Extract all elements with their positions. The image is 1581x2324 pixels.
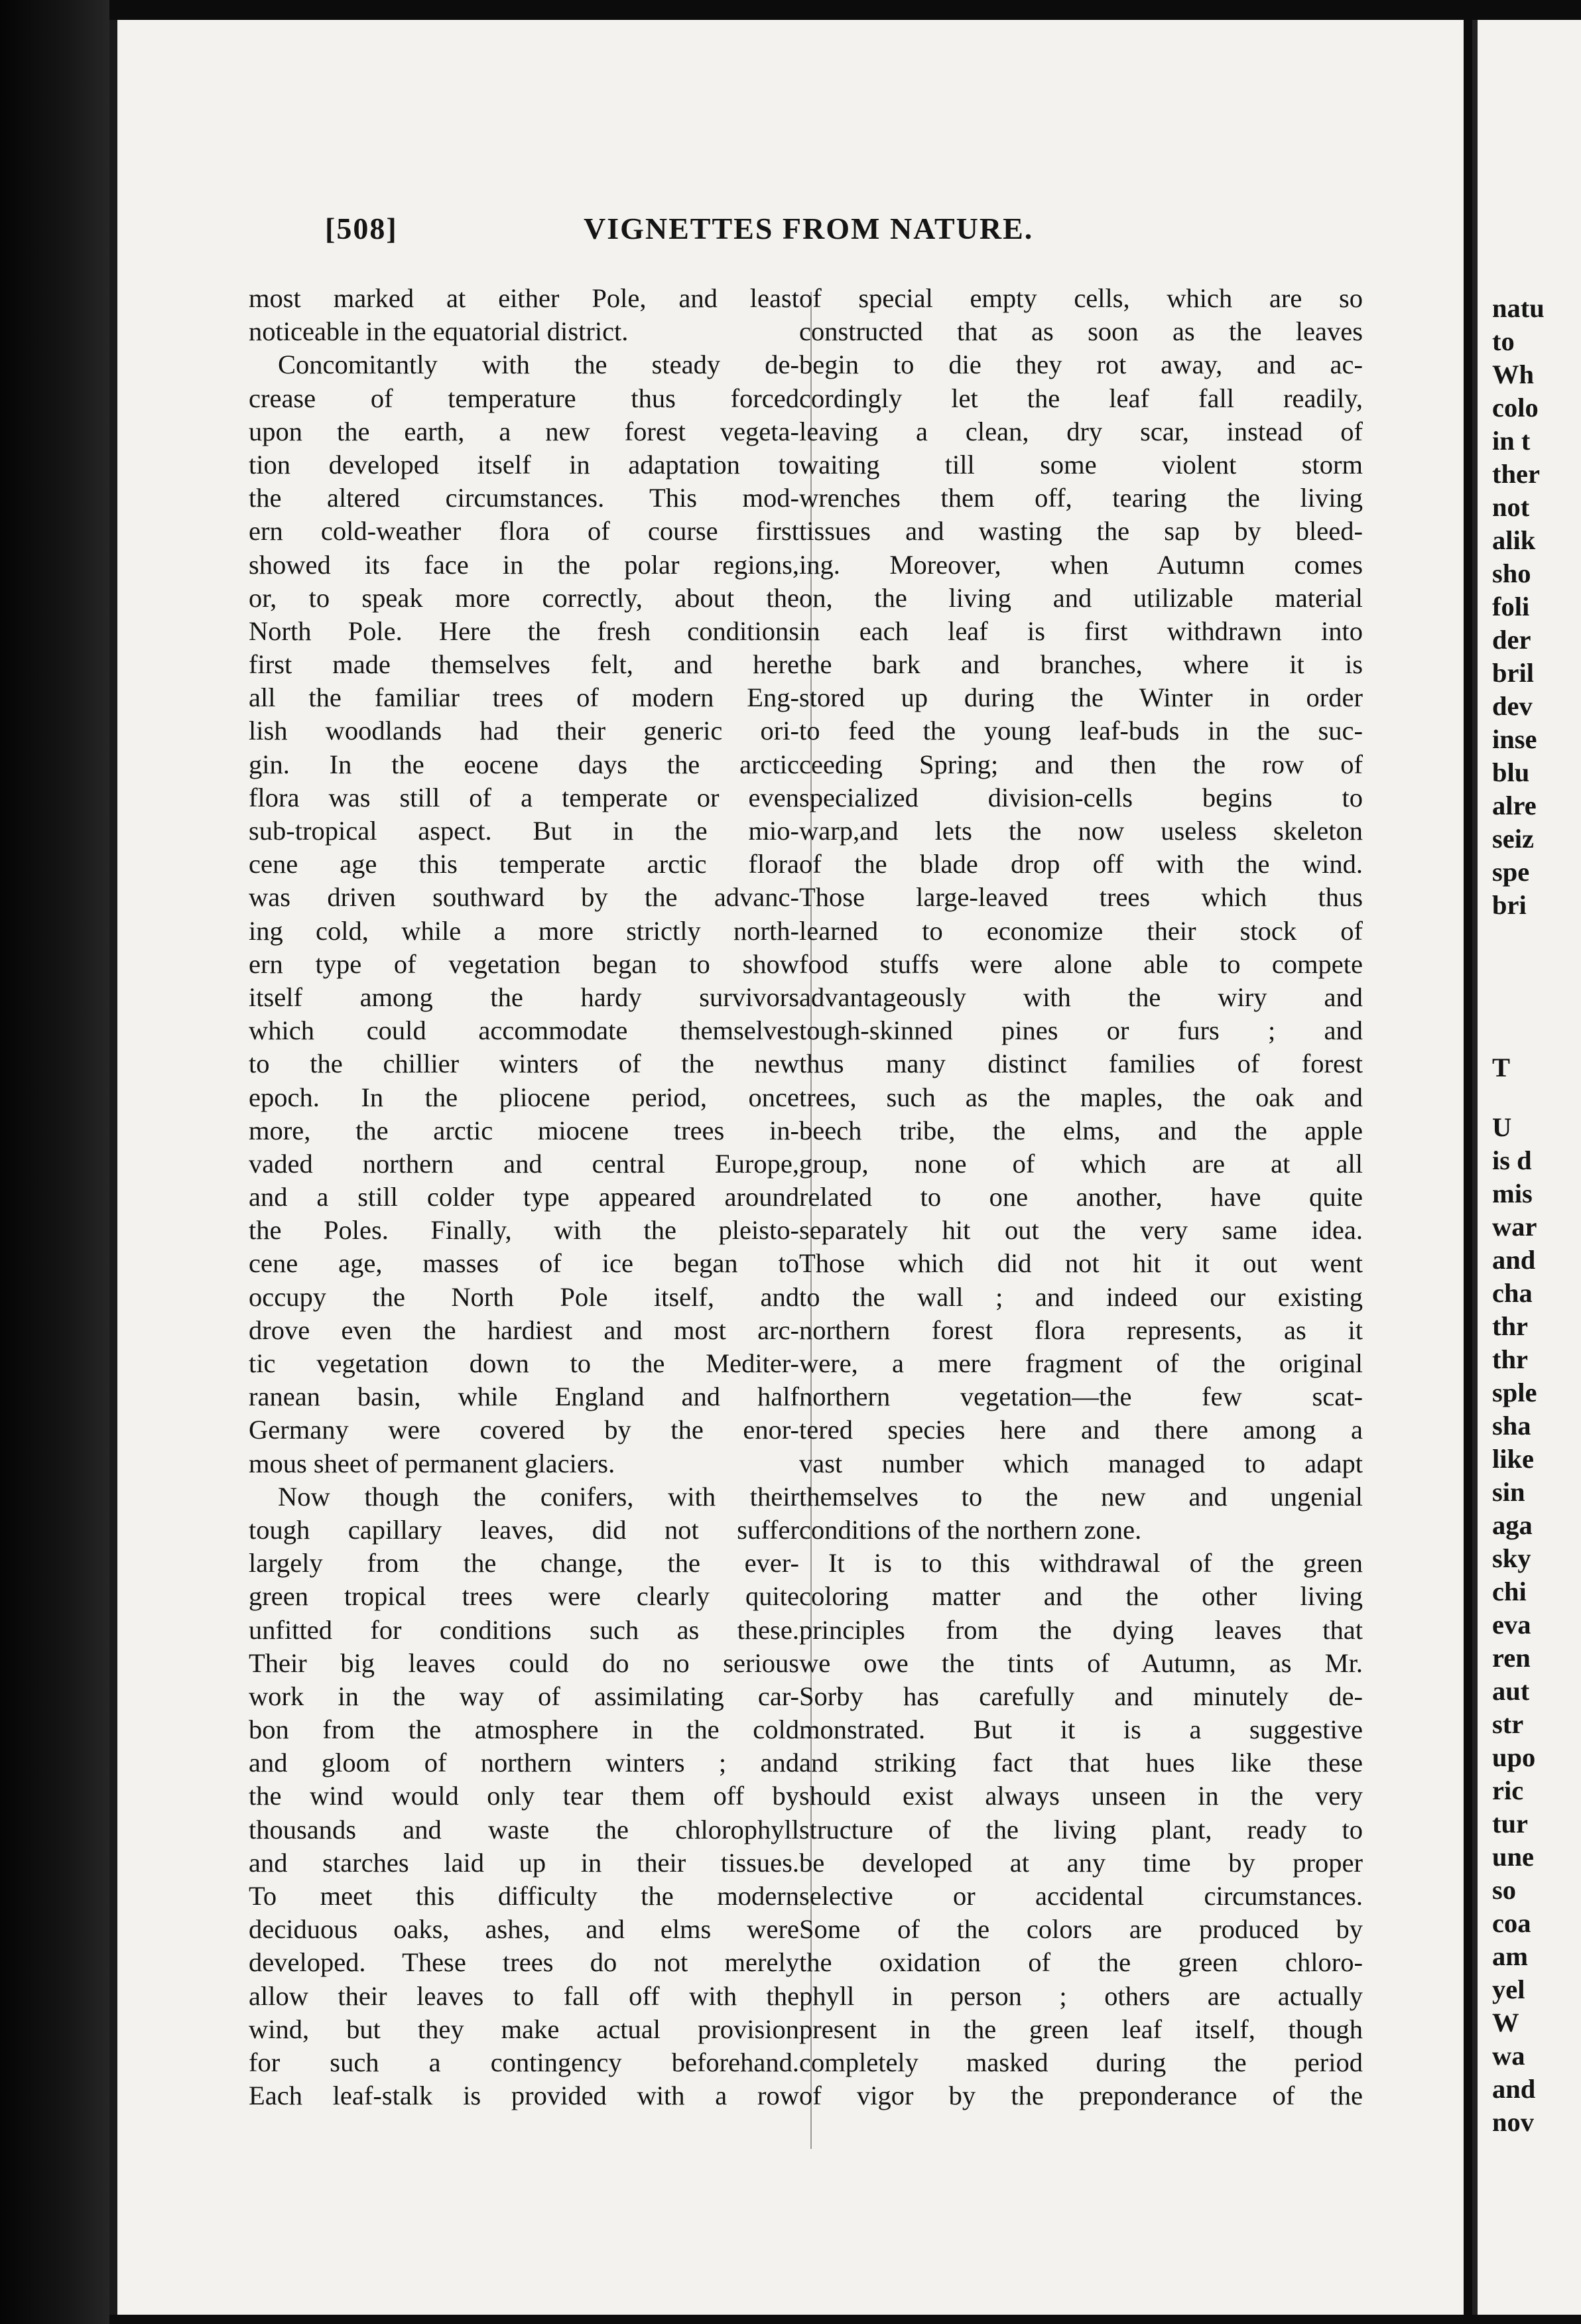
text-line: showed its face in the polar regions,: [249, 549, 799, 580]
text-line: trees, such as the maples, the oak and: [799, 1082, 1363, 1112]
text-line: separately hit out the very same idea.: [799, 1215, 1363, 1246]
text-line: specialized division-cells begins to: [799, 782, 1363, 812]
text-line: themselves to the new and ungenial: [799, 1481, 1363, 1512]
running-title: VIGNETTES FROM NATURE.: [584, 212, 1034, 245]
text-line: North Pole. Here the fresh conditions: [249, 615, 799, 646]
facing-page-fragment: eva: [1492, 1610, 1531, 1640]
text-line: vaded northern and central Europe,: [249, 1148, 799, 1179]
text-line: northern forest flora represents, as it: [799, 1315, 1363, 1345]
text-line: cene age this temperate arctic flora: [249, 849, 799, 879]
facing-page-fragment: ric: [1492, 1775, 1524, 1805]
text-line: Each leaf-stalk is provided with a row: [249, 2081, 799, 2111]
facing-page-fragment: cha: [1492, 1278, 1533, 1308]
facing-page-fragment: der: [1492, 625, 1531, 655]
text-line: Those which did not hit it out went: [799, 1248, 1363, 1279]
facing-page-fragment: une: [1492, 1842, 1535, 1872]
text-line: phyll in person ; others are actually: [799, 1980, 1363, 2011]
text-line: lish woodlands had their generic ori-: [249, 716, 799, 746]
facing-page-fragment: foli: [1492, 592, 1530, 621]
text-line: the oxidation of the green chloro-: [799, 1947, 1363, 1978]
text-line: tough-skinned pines or furs ; and: [799, 1015, 1363, 1046]
text-line: or, to speak more correctly, about the: [249, 582, 799, 613]
text-line: upon the earth, a new forest vegeta-: [249, 416, 799, 446]
text-line: It is to this withdrawal of the green: [828, 1548, 1363, 1579]
text-line: ing cold, while a more strictly north-: [249, 915, 799, 946]
text-line: all the familiar trees of modern Eng-: [249, 682, 799, 713]
facing-page-fragment: ren: [1492, 1643, 1531, 1673]
text-line: Concomitantly with the steady de-: [278, 350, 799, 380]
text-line: of special empty cells, which are so: [799, 283, 1363, 313]
facing-page-fragment: sple: [1492, 1378, 1537, 1407]
facing-page-fragment: sin: [1492, 1477, 1525, 1507]
text-line: Sorby has carefully and minutely de-: [799, 1681, 1363, 1711]
text-line: to the wall ; and indeed our existing: [799, 1281, 1363, 1312]
facing-page-fragment: so: [1492, 1875, 1517, 1905]
text-line: epoch. In the pliocene period, once: [249, 1082, 799, 1112]
facing-page-fragment: W: [1492, 2008, 1519, 2037]
text-line: Now though the conifers, with their: [278, 1481, 799, 1512]
facing-page-fragment: bri: [1492, 890, 1527, 920]
facing-page-fragment: nov: [1492, 2107, 1535, 2137]
text-line: Their big leaves could do no serious: [249, 1647, 799, 1678]
facing-page-fragment: war: [1492, 1212, 1537, 1242]
text-line: ceeding Spring; and then the row of: [799, 749, 1363, 779]
text-line: cene age, masses of ice began to: [249, 1248, 799, 1279]
text-line: be developed at any time by proper: [799, 1847, 1363, 1878]
text-line: noticeable in the equatorial district.: [249, 316, 629, 347]
facing-page-fragment: yel: [1492, 1974, 1525, 2004]
text-line: green tropical trees were clearly quite: [249, 1581, 799, 1612]
text-line: learned to economize their stock of: [799, 915, 1363, 946]
facing-page-fragment: thr: [1492, 1311, 1528, 1341]
text-line: for such a contingency beforehand.: [249, 2047, 799, 2077]
facing-page-fragment: str: [1492, 1709, 1524, 1739]
text-line: gin. In the eocene days the arctic: [249, 749, 799, 779]
text-line: mous sheet of permanent glaciers.: [249, 1448, 615, 1478]
facing-page-fragment: dev: [1492, 691, 1533, 721]
facing-page-edge: [1472, 20, 1581, 2315]
text-line: related to one another, have quite: [799, 1182, 1363, 1212]
facing-page-fragment: and: [1492, 2074, 1536, 2104]
facing-page-fragment: is d: [1492, 1145, 1532, 1175]
text-line: wind, but they make actual provision: [249, 2014, 799, 2044]
facing-page-fragment: Wh: [1492, 359, 1535, 389]
text-line: vast number which managed to adapt: [799, 1448, 1363, 1478]
facing-page-fragment: colo: [1492, 393, 1539, 422]
facing-page-fragment: tur: [1492, 1809, 1528, 1839]
text-line: most marked at either Pole, and least: [249, 283, 799, 313]
text-line: were, a mere fragment of the original: [799, 1348, 1363, 1378]
text-line: itself among the hardy survivors: [249, 982, 799, 1012]
text-line: ranean basin, while England and half: [249, 1382, 799, 1412]
text-line: waiting till some violent storm: [799, 449, 1363, 480]
text-line: occupy the North Pole itself, and: [249, 1281, 799, 1312]
text-line: the bark and branches, where it is: [799, 649, 1363, 680]
facing-page-fragment: spe: [1492, 857, 1530, 887]
text-line: tic vegetation down to the Mediter-: [249, 1348, 799, 1378]
text-line: unfitted for conditions such as these.: [249, 1614, 799, 1645]
text-line: group, none of which are at all: [799, 1148, 1363, 1179]
text-line: on, the living and utilizable material: [799, 582, 1363, 613]
text-line: crease of temperature thus forced: [249, 383, 799, 413]
text-line: first made themselves felt, and here: [249, 649, 799, 680]
text-line: Germany were covered by the enor-: [249, 1415, 799, 1445]
text-line: thus many distinct families of forest: [799, 1049, 1363, 1079]
text-line: ern type of vegetation began to show: [249, 948, 799, 979]
text-line: tough capillary leaves, did not suffer: [249, 1514, 799, 1545]
text-line: principles from the dying leaves that: [799, 1614, 1363, 1645]
text-line: ing. Moreover, when Autumn comes: [799, 549, 1363, 580]
text-line: deciduous oaks, ashes, and elms were: [249, 1914, 799, 1945]
text-line: flora was still of a temperate or even: [249, 782, 799, 812]
text-line: advantageously with the wiry and: [799, 982, 1363, 1012]
text-line: of the blade drop off with the wind.: [799, 849, 1363, 879]
facing-page-fragment: blu: [1492, 757, 1530, 787]
facing-page-fragment: to: [1492, 326, 1515, 356]
text-line: leaving a clean, dry scar, instead of: [799, 416, 1363, 446]
facing-page-fragment: seiz: [1492, 824, 1534, 854]
page-number: [508]: [325, 212, 398, 245]
text-line: the Poles. Finally, with the pleisto-: [249, 1215, 799, 1246]
facing-page-fragment: aga: [1492, 1510, 1533, 1540]
text-line: and striking fact that hues like these: [799, 1748, 1363, 1778]
text-line: more, the arctic miocene trees in-: [249, 1115, 799, 1145]
text-line: beech tribe, the elms, and the apple: [799, 1115, 1363, 1145]
text-line: sub-tropical aspect. But in the mio-: [249, 816, 799, 846]
facing-page-fragment: sha: [1492, 1411, 1531, 1441]
text-line: constructed that as soon as the leaves: [799, 316, 1363, 347]
facing-page-fragment: sky: [1492, 1543, 1531, 1573]
text-line: thousands and waste the chlorophyll: [249, 1814, 799, 1844]
text-line: developed. These trees do not merely: [249, 1947, 799, 1978]
text-line: and gloom of northern winters ; and: [249, 1748, 799, 1778]
facing-page-fragment: ther: [1492, 459, 1540, 489]
text-line: the wind would only tear them off by: [249, 1781, 799, 1811]
facing-page-fragment: wa: [1492, 2041, 1525, 2071]
text-line: we owe the tints of Autumn, as Mr.: [799, 1647, 1363, 1678]
text-line: work in the way of assimilating car-: [249, 1681, 799, 1711]
facing-page-fragment: chi: [1492, 1577, 1527, 1606]
text-line: was driven southward by the advanc-: [249, 882, 799, 913]
text-line: selective or accidental circumstances.: [799, 1881, 1363, 1911]
facing-page-fragment: U: [1492, 1112, 1512, 1142]
right-text-column: [799, 282, 1363, 2112]
text-line: Some of the colors are produced by: [799, 1914, 1363, 1945]
facing-page-fragment: aut: [1492, 1676, 1530, 1706]
facing-page-fragment: sho: [1492, 558, 1531, 588]
text-line: food stuffs were alone able to compete: [799, 948, 1363, 979]
text-line: monstrated. But it is a suggestive: [799, 1714, 1363, 1745]
text-line: allow their leaves to fall off with the: [249, 1980, 799, 2011]
text-line: ern cold-weather flora of course first: [249, 516, 799, 547]
text-line: should exist always unseen in the very: [799, 1781, 1363, 1811]
text-line: wrenches them off, tearing the living: [799, 483, 1363, 513]
text-line: stored up during the Winter in order: [799, 682, 1363, 713]
text-line: To meet this difficulty the modern: [249, 1881, 799, 1911]
facing-page-fragment: natu: [1492, 293, 1545, 323]
facing-page-fragment: mis: [1492, 1179, 1533, 1208]
text-line: tered species here and there among a: [799, 1415, 1363, 1445]
text-line: tissues and wasting the sap by bleed-: [799, 516, 1363, 547]
facing-page-fragment: and: [1492, 1245, 1536, 1275]
facing-page-fragment: bril: [1492, 658, 1535, 688]
facing-page-fragment: T: [1492, 1053, 1511, 1082]
facing-page-fragment: not: [1492, 492, 1530, 522]
text-line: completely masked during the period: [799, 2047, 1363, 2077]
text-line: and a still colder type appeared around: [249, 1182, 799, 1212]
facing-page-fragment: in t: [1492, 426, 1531, 456]
text-line: tion developed itself in adaptation to: [249, 449, 799, 480]
facing-page-fragment: inse: [1492, 724, 1537, 754]
running-header: [212, 211, 1074, 257]
facing-page-fragment: coa: [1492, 1908, 1531, 1938]
text-line: begin to die they rot away, and ac-: [799, 350, 1363, 380]
facing-page-fragment: thr: [1492, 1344, 1528, 1374]
text-line: structure of the living plant, ready to: [799, 1814, 1363, 1844]
book-spine-shadow: [0, 0, 109, 2324]
text-line: bon from the atmosphere in the cold: [249, 1714, 799, 1745]
facing-page-fragment: alre: [1492, 791, 1537, 820]
text-line: in each leaf is first withdrawn into: [799, 615, 1363, 646]
text-line: drove even the hardiest and most arc-: [249, 1315, 799, 1345]
text-line: northern vegetation—the few scat-: [799, 1382, 1363, 1412]
text-line: to feed the young leaf-buds in the suc-: [799, 716, 1363, 746]
text-line: the altered circumstances. This mod-: [249, 483, 799, 513]
text-line: Those large-leaved trees which thus: [799, 882, 1363, 913]
text-line: present in the green leaf itself, though: [799, 2014, 1363, 2044]
facing-page-fragment: am: [1492, 1941, 1528, 1971]
text-line: cordingly let the leaf fall readily,: [799, 383, 1363, 413]
text-line: conditions of the northern zone.: [799, 1514, 1142, 1545]
facing-page-fragment: like: [1492, 1444, 1535, 1474]
left-text-column: [249, 282, 799, 2112]
text-line: coloring matter and the other living: [799, 1581, 1363, 1612]
text-line: which could accommodate themselves: [249, 1015, 799, 1046]
text-line: largely from the change, the ever-: [249, 1548, 799, 1579]
text-line: warp,and lets the now useless skeleton: [799, 816, 1363, 846]
text-line: to the chillier winters of the new: [249, 1049, 799, 1079]
facing-page-fragment: alik: [1492, 525, 1536, 555]
facing-page-fragment: upo: [1492, 1742, 1536, 1772]
text-line: and starches laid up in their tissues.: [249, 1847, 799, 1878]
text-line: of vigor by the preponderance of the: [799, 2081, 1363, 2111]
